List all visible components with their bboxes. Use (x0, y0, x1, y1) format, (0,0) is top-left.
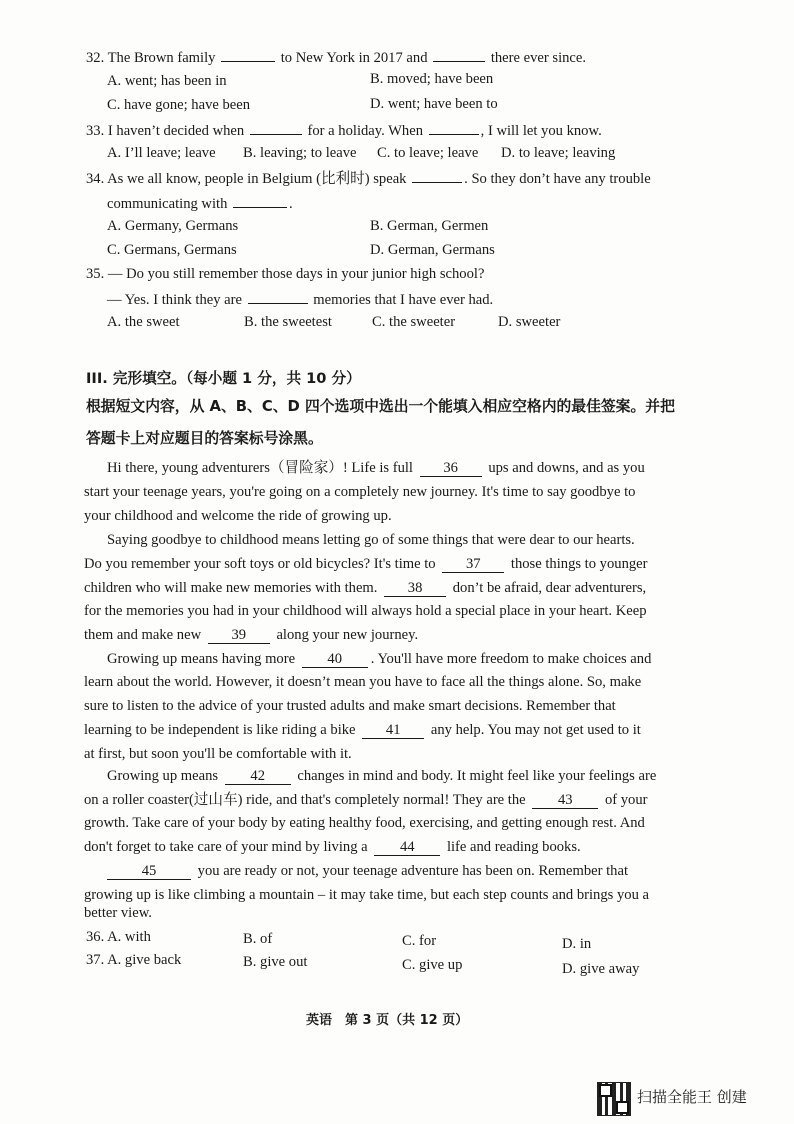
passage-text: you are ready or not, your teenage adventure has been on. Remember that (197, 863, 629, 879)
q33-option-c: C. to leave; leave (377, 145, 479, 161)
q36-option-b: B. of (243, 931, 273, 947)
section-heading: III. 完形填空。（每小题 1 分，共 10 分） (86, 370, 361, 387)
q34-stem-part: . So they don’t have any trouble (464, 171, 651, 187)
question-35-stem: 35. — Do you still remember those days in your junior high school? (86, 266, 485, 282)
q34-stem-part: . (289, 196, 293, 212)
passage-line (84, 791, 648, 809)
passage-line (104, 862, 628, 880)
passage-text: of your (604, 792, 648, 808)
q32-stem-part: to New York in 2017 and (280, 50, 428, 66)
q37-option-a: 37. A. give back (86, 952, 182, 968)
question-35-stem-line2 (107, 289, 493, 309)
q35-option-b: B. the sweetest (244, 314, 332, 330)
passage-line: growth. Take care of your body by eating healthy food, exercising, and getting enough rest. And (84, 815, 645, 831)
blank-40: 40 (302, 652, 368, 668)
question-34-stem-line2 (107, 193, 293, 213)
question-33-stem (86, 120, 602, 140)
answer-blank (412, 168, 462, 183)
answer-blank (429, 120, 479, 135)
passage-text: changes in mind and body. It might feel like your feelings are (297, 768, 657, 784)
passage-line: sure to listen to the advice of your trusted adults and make smart decisions. Remember that (84, 698, 616, 714)
passage-text: life and reading books. (446, 839, 581, 855)
q33-option-b: B. leaving; to leave (243, 145, 357, 161)
answer-blank (221, 47, 275, 62)
q35-stem-part: — Yes. I think they are (107, 292, 242, 308)
blank-39: 39 (208, 628, 270, 644)
passage-text: . You'll have more freedom to make choices and (370, 651, 652, 667)
passage-text: on a roller coaster(过山车) ride, and that's completely normal! They are the (84, 792, 526, 808)
q35-option-a: A. the sweet (107, 314, 180, 330)
passage-line: at first, but soon you'll be comfortable with it. (84, 746, 352, 762)
q36-option-d: D. in (562, 936, 592, 952)
passage-line: for the memories you had in your childhood will always hold a special place in your heart. Keep (84, 603, 647, 619)
blank-37: 37 (442, 557, 504, 573)
q34-option-d: D. German, Germans (370, 242, 495, 258)
qr-code-icon (597, 1082, 631, 1116)
passage-text: ups and downs, and as you (488, 460, 645, 476)
q33-option-d: D. to leave; leaving (501, 145, 616, 161)
section-instruction: 根据短文内容，从 A、B、C、D 四个选项中选出一个能填入相应空格内的最佳签案。并把 (86, 398, 675, 415)
q32-option-a: A. went; has been in (107, 73, 227, 89)
blank-42: 42 (225, 769, 291, 785)
passage-line: learn about the world. However, it doesn’t mean you have to face all the things alone. So, make (84, 674, 642, 690)
question-34-stem (86, 168, 651, 188)
q33-stem-part: for a holiday. When (307, 123, 423, 139)
q37-option-c: C. give up (402, 957, 463, 973)
q36-option-c: C. for (402, 933, 437, 949)
passage-line (107, 767, 656, 785)
blank-45: 45 (107, 864, 191, 880)
passage-line: your childhood and welcome the ride of growing up. (84, 508, 392, 524)
passage-line (84, 626, 418, 644)
section-instruction-line2: 答题卡上对应题目的答案标号涂黑。 (86, 430, 323, 447)
q37-option-d: D. give away (562, 961, 640, 977)
q35-option-c: C. the sweeter (372, 314, 456, 330)
blank-41: 41 (362, 723, 424, 739)
blank-36: 36 (420, 461, 482, 477)
answer-blank (250, 120, 302, 135)
passage-text: them and make new (84, 627, 202, 643)
passage-text: those things to younger (510, 556, 648, 572)
q34-stem-part: communicating with (107, 196, 228, 212)
passage-text: don’t be afraid, dear adventurers, (452, 580, 647, 596)
passage-line (84, 721, 641, 739)
q32-option-b: B. moved; have been (370, 71, 494, 87)
answer-blank (433, 47, 485, 62)
q33-stem-part: 33. I haven’t decided when (86, 123, 245, 139)
answer-blank (233, 193, 287, 208)
passage-text: learning to be independent is like riding a bike (84, 722, 356, 738)
passage-line (107, 650, 651, 668)
q34-option-c: C. Germans, Germans (107, 242, 237, 258)
q36-option-a: 36. A. with (86, 929, 151, 945)
blank-43: 43 (532, 793, 598, 809)
q32-stem-part: 32. The Brown family (86, 50, 216, 66)
passage-line (84, 579, 646, 597)
q34-option-b: B. German, Germen (370, 218, 489, 234)
passage-text: Growing up means having more (107, 651, 296, 667)
q35-option-d: D. sweeter (498, 314, 561, 330)
passage-text: Do you remember your soft toys or old bicycles? It's time to (84, 556, 436, 572)
passage-text: any help. You may not get used to it (430, 722, 641, 738)
q32-stem-part: there ever since. (490, 50, 587, 66)
passage-text: Growing up means (107, 768, 219, 784)
question-32-stem (86, 47, 586, 67)
passage-line: Saying goodbye to childhood means letting go of some things that were dear to our hearts. (107, 532, 635, 548)
q32-option-d: D. went; have been to (370, 96, 498, 112)
q33-stem-part: , I will let you know. (480, 123, 602, 139)
blank-44: 44 (374, 840, 440, 856)
q32-option-c: C. have gone; have been (107, 97, 251, 113)
passage-line: growing up is like climbing a mountain – it may take time, but each step counts and brings you a (84, 887, 649, 903)
q34-option-a: A. Germany, Germans (107, 218, 239, 234)
passage-text: along your new journey. (276, 627, 419, 643)
q34-stem-part: 34. As we all know, people in Belgium (比利时) speak (86, 171, 407, 187)
blank-38: 38 (384, 581, 446, 597)
scanner-watermark: 扫描全能王 创建 (637, 1088, 747, 1106)
passage-line: start your teenage years, you're going on a completely new journey. It's time to say goodbye to (84, 484, 636, 500)
passage-text: children who will make new memories with them. (84, 580, 378, 596)
passage-text: Hi there, young adventurers（冒险家）! Life is full (107, 460, 413, 476)
q35-stem-part: memories that I have ever had. (313, 292, 494, 308)
passage-line: better view. (84, 905, 152, 921)
q33-option-a: A. I’ll leave; leave (107, 145, 216, 161)
answer-blank (248, 289, 308, 304)
q37-option-b: B. give out (243, 954, 308, 970)
passage-line (84, 555, 648, 573)
passage-line (84, 838, 581, 856)
page-footer: 英语 第 3 页（共 12 页） (306, 1013, 469, 1028)
passage-text: don't forget to take care of your mind by living a (84, 839, 368, 855)
passage-line (107, 459, 645, 477)
